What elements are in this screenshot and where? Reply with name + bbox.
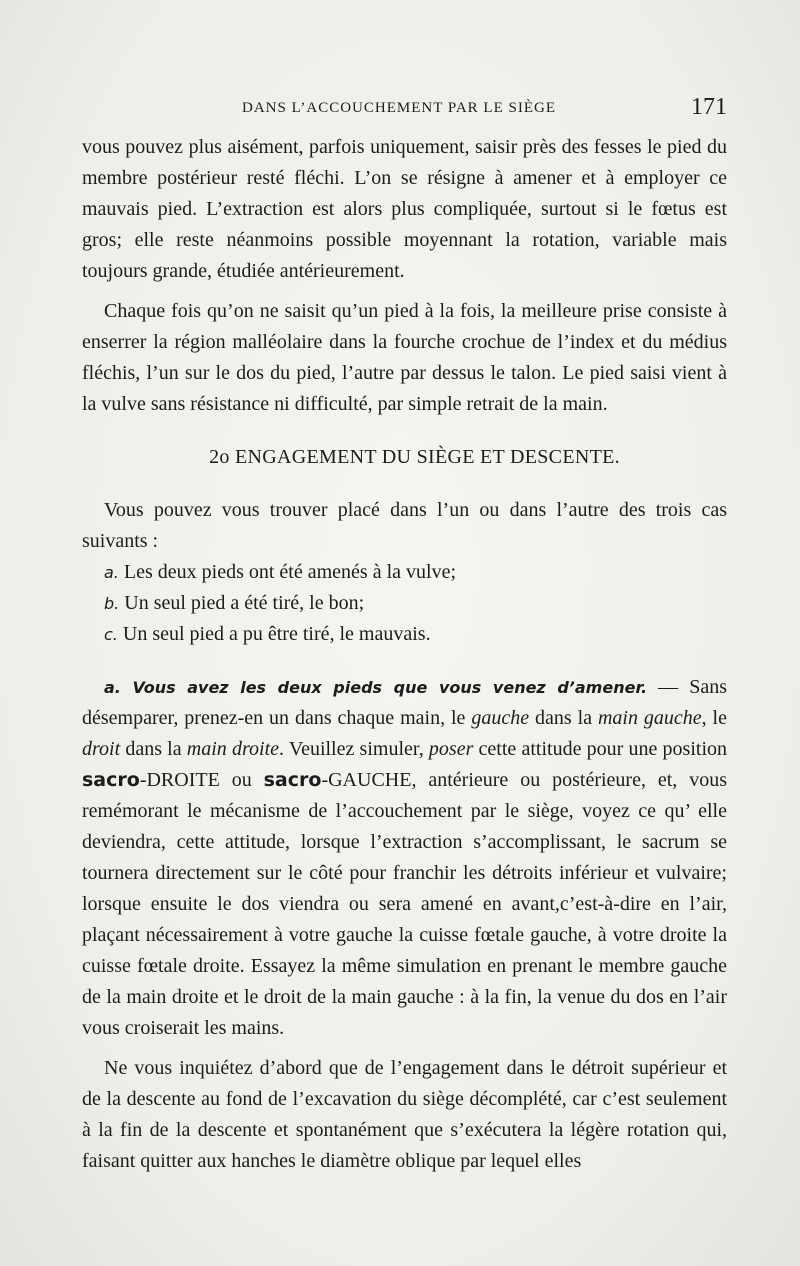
position-term: sacro [82, 769, 140, 791]
last-paragraph: Ne vous inquiétez d’abord que de l’engagement dans le détroit supérieur et de la descente au fond de l’excavation du siège décomplété, car c’est seulement à la fin de la descente et spontanément que s’exécutera la légère rotation qui, faisant quitter aux hanches le diamètre oblique par lequel elles [82, 1057, 727, 1172]
run-in-heading: a. Vous avez les deux pieds que vous venez d’amener. [104, 678, 648, 697]
text-run: . Veuillez simuler, [279, 738, 429, 760]
case-item-b [104, 588, 727, 619]
case-letter: c. [104, 625, 118, 644]
page-number: 171 [691, 94, 727, 120]
text-run: dans la [529, 707, 598, 729]
case-text: Les deux pieds ont été amenés à la vulve; [123, 561, 456, 583]
text-run: — Sans désemparer, prenez-en un dans chaque main, le [82, 676, 727, 729]
italic-term: main droite [186, 738, 280, 760]
text-run: , antérieure ou postérieure, et, vous remémorant le mécanisme de l’accouchement par le siège, voyez ce qu’ elle deviendra, cette attitude, lorsque l’extraction s’accomplissant, le sacrum se tournera directement sur le côté pour franchir les détroits inférieur et vulvaire; lorsque ensuite le dos viendra ou sera amené en avant,c’est-à-dire en l’air, plaçant nécessairement à votre gauche la cuisse fœtale gauche, à votre droite la cuisse fœtale droite. Essayez la même simulation en prenant le membre gauche de la main droite et le droit de la main gauche : à la fin, la venue du dos en l’air vous croiserait les mains. [82, 769, 727, 1039]
case-a-paragraph [82, 672, 727, 1044]
paragraph-2: Chaque fois qu’on ne saisit qu’un pied à la fois, la meilleure prise consiste à enserrer la région malléolaire dans la fourche crochue de l’index et du médius fléchis, l’un sur le dos du pied, l’autre par dessus le talon. Le pied saisi vient à la vulve sans résistance ni difficulté, par simple retrait de la main. [82, 300, 727, 415]
position-term: -DROITE [139, 769, 220, 791]
page-header [82, 94, 727, 126]
italic-term: poser [428, 738, 474, 760]
section-intro: Vous pouvez vous trouver placé dans l’un ou dans l’autre des trois cas suivants : [82, 499, 727, 552]
text-run: ou [219, 769, 264, 791]
position-term: -GAUCHE [321, 769, 412, 791]
case-text: Un seul pied a pu être tiré, le mauvais. [122, 623, 431, 645]
case-letter: a. [104, 563, 119, 582]
text-run: dans la [120, 738, 187, 760]
section-heading: 2o ENGAGEMENT DU SIÈGE ET DESCENTE. [209, 446, 620, 468]
case-letter: b. [104, 594, 120, 613]
italic-term: gauche [471, 707, 530, 729]
running-title: DANS L’ACCOUCHEMENT PAR LE SIÈGE [242, 100, 556, 116]
case-item-c [104, 619, 727, 650]
italic-term: main gauche [597, 707, 702, 729]
text-run: , le [701, 707, 727, 729]
paragraph-1: vous pouvez plus aisément, parfois uniquement, saisir près des fesses le pied du membre postérieur resté fléchi. L’on se résigne à amener et à employer ce mauvais pied. L’extraction est alors plus compliquée, surtout si le fœtus est gros; elle reste néanmoins possible moyennant la rotation, variable mais toujours grande, étudiée antérieurement. [82, 136, 727, 282]
position-term: sacro [263, 769, 322, 791]
case-item-a [104, 557, 727, 588]
text-run: cette attitude pour une position [473, 738, 728, 760]
italic-term: droit [82, 738, 121, 760]
case-text: Un seul pied a été tiré, le bon; [124, 592, 365, 614]
page-body [82, 132, 727, 1177]
